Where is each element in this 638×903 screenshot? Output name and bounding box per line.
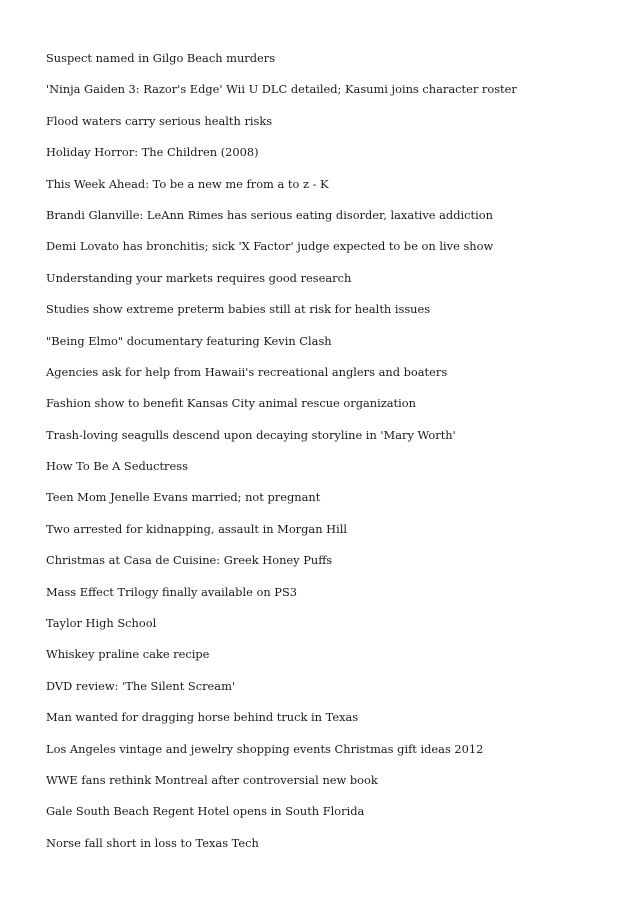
headline-item: Man wanted for dragging horse behind truck in Texas [46, 710, 359, 725]
headline-item: Agencies ask for help from Hawaii's recreational anglers and boaters [46, 364, 448, 379]
headline-item: Fashion show to benefit Kansas City animal rescue organization [46, 396, 416, 411]
headline-item: Mass Effect Trilogy finally available on PS3 [46, 584, 298, 599]
headline-item: Trash-loving seagulls descend upon decaying storyline in 'Mary Worth' [46, 427, 456, 442]
headline-item: How To Be A Seductress [46, 459, 188, 474]
headline-item: DVD review: 'The Silent Scream' [46, 678, 236, 693]
headline-item: Flood waters carry serious health risks [46, 113, 273, 128]
headline-list [46, 48, 517, 864]
headline-item: Two arrested for kidnapping, assault in Morgan Hill [46, 521, 348, 536]
headline-item: Studies show extreme preterm babies still at risk for health issues [46, 302, 431, 317]
headline-item: "Being Elmo" documentary featuring Kevin Clash [46, 333, 332, 348]
headline-item: Taylor High School [46, 616, 157, 631]
headline-item: WWE fans rethink Montreal after controversial new book [46, 772, 378, 787]
headline-item: Brandi Glanville: LeAnn Rimes has serious eating disorder, laxative addiction [46, 207, 493, 222]
headline-item: Gale South Beach Regent Hotel opens in South Florida [46, 804, 365, 819]
headline-item: Demi Lovato has bronchitis; sick 'X Factor' judge expected to be on live show [46, 239, 494, 254]
headline-item: Teen Mom Jenelle Evans married; not pregnant [46, 490, 321, 505]
headline-item: Christmas at Casa de Cuisine: Greek Honey Puffs [46, 553, 333, 568]
headline-item: Whiskey praline cake recipe [46, 647, 210, 662]
headline-item: Holiday Horror: The Children (2008) [46, 145, 259, 160]
headline-item: 'Ninja Gaiden 3: Razor's Edge' Wii U DLC detailed; Kasumi joins character roster [46, 82, 517, 97]
headline-item: Suspect named in Gilgo Beach murders [46, 51, 276, 65]
headline-item: This Week Ahead: To be a new me from a to z - K [46, 176, 329, 191]
headline-item: Norse fall short in loss to Texas Tech [46, 835, 259, 850]
headline-item: Understanding your markets requires good research [46, 270, 352, 285]
headline-item: Los Angeles vintage and jewelry shopping events Christmas gift ideas 2012 [46, 741, 484, 756]
